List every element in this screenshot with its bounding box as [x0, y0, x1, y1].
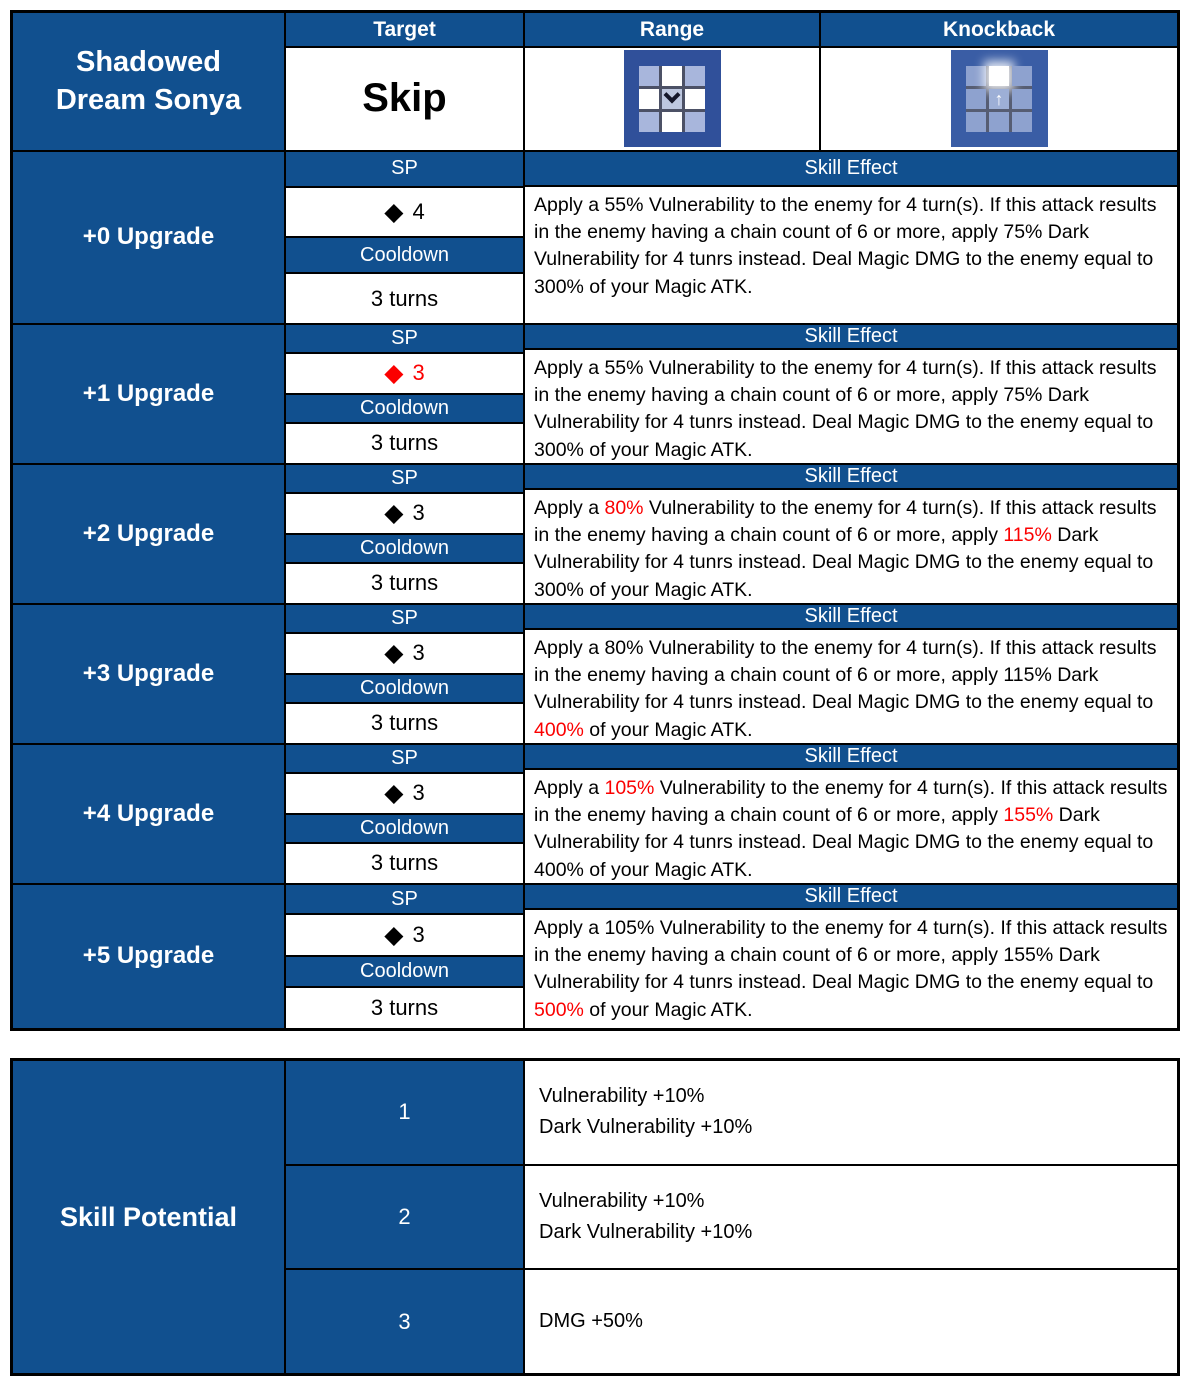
sp-diamond-icon: ◆	[384, 921, 404, 950]
range-grid-icon	[624, 50, 721, 147]
upgrade-row-5	[13, 885, 1177, 1028]
cooldown-header: Cooldown	[286, 675, 523, 704]
sp-value	[286, 915, 523, 957]
cooldown-value: 3 turns	[286, 564, 523, 603]
sp-diamond-icon: ◆	[384, 639, 404, 668]
skill-effect-column	[525, 152, 1177, 323]
skill-effect-header: Skill Effect	[525, 152, 1177, 187]
skill-effect-header: Skill Effect	[525, 465, 1177, 490]
sp-number: 3	[412, 640, 425, 666]
skill-potential-table	[10, 1058, 1180, 1376]
sp-header: SP	[286, 325, 523, 354]
grid-cell	[639, 89, 659, 109]
sp-header: SP	[286, 465, 523, 494]
grid-cell	[966, 112, 986, 132]
header-row	[13, 13, 1177, 152]
skill-table	[10, 10, 1180, 1031]
sp-cooldown-column	[286, 465, 525, 603]
sp-diamond-icon: ◆	[384, 359, 404, 388]
range-header: Range	[525, 13, 819, 48]
sp-number: 4	[412, 199, 425, 224]
knockback-header: Knockback	[821, 13, 1177, 48]
grid-cell	[662, 112, 682, 132]
target-value: Skip	[286, 48, 523, 150]
potential-effect-line: DMG +50%	[539, 1310, 643, 1333]
cooldown-value: 3 turns	[286, 424, 523, 463]
target-header: Target	[286, 13, 523, 48]
potential-effect	[525, 1166, 1177, 1269]
sp-diamond-icon: ◆	[384, 499, 404, 528]
upgrade-label: +0 Upgrade	[13, 152, 286, 323]
sp-cooldown-column	[286, 325, 525, 463]
knockback-column	[821, 13, 1177, 150]
grid-cell	[1012, 66, 1032, 86]
skill-effect-text: Apply a 105% Vulnerability to the enemy for 4 turn(s). If this attack results in the enemy having a chain count of 6 or more, apply 155% Dark Vulnerability for 4 tunrs instead. Deal Magic DMG to the enemy equal to 400% of your Magic ATK.	[534, 776, 1168, 881]
sp-value	[286, 774, 523, 815]
knockback-target-cell	[989, 66, 1009, 86]
potential-row-3	[286, 1270, 1177, 1373]
potential-row-2	[286, 1166, 1177, 1271]
upgrade-label: +2 Upgrade	[13, 465, 286, 603]
cooldown-header: Cooldown	[286, 238, 523, 274]
sp-value	[286, 494, 523, 535]
sp-header: SP	[286, 605, 523, 634]
skill-effect-column	[525, 465, 1177, 603]
upgrade-label: +1 Upgrade	[13, 325, 286, 463]
sp-cooldown-column	[286, 885, 525, 1028]
target-column	[286, 13, 525, 150]
potential-effect-line: Vulnerability +10%	[539, 1190, 705, 1212]
upgrade-row-4	[13, 745, 1177, 885]
sp-header: SP	[286, 745, 523, 774]
grid-cell	[1012, 89, 1032, 109]
upgrade-row-3	[13, 605, 1177, 745]
character-name-line1: Shadowed	[75, 46, 221, 79]
grid-cell	[966, 89, 986, 109]
up-arrow-icon: ↑	[989, 89, 1009, 109]
potential-effect	[525, 1061, 1177, 1164]
sp-diamond-icon: ◆	[384, 198, 404, 226]
upgrade-label: +4 Upgrade	[13, 745, 286, 883]
sp-header: SP	[286, 885, 523, 915]
skill-effect-column	[525, 325, 1177, 463]
upgrade-row-1	[13, 325, 1177, 465]
skill-effect-header: Skill Effect	[525, 325, 1177, 350]
sp-number: 3	[412, 780, 425, 806]
potential-effect	[525, 1270, 1177, 1373]
upgrade-row-0	[13, 152, 1177, 325]
grid-cell	[662, 66, 682, 86]
upgrade-row-2	[13, 465, 1177, 605]
potential-level: 1	[286, 1061, 525, 1164]
sp-cooldown-column	[286, 152, 525, 323]
grid-cell	[966, 66, 986, 86]
grid-cell	[685, 66, 705, 86]
character-name-line2: Dream Sonya	[55, 84, 242, 117]
range-cell	[525, 48, 819, 150]
skill-effect-text: Apply a 80% Vulnerability to the enemy for 4 turn(s). If this attack results in the enemy having a chain count of 6 or more, apply 115% Dark Vulnerability for 4 tunrs instead. Deal Magic DMG to the enemy equal to 300% of your Magic ATK.	[534, 496, 1157, 601]
upgrade-label: +5 Upgrade	[13, 885, 286, 1028]
potential-level: 2	[286, 1166, 525, 1269]
cooldown-header: Cooldown	[286, 957, 523, 987]
sp-value	[286, 188, 523, 238]
grid-cell	[989, 112, 1009, 132]
sp-number: 3	[412, 922, 425, 948]
skill-effect-text: Apply a 80% Vulnerability to the enemy for 4 turn(s). If this attack results in the enemy having a chain count of 6 or more, apply 115% Dark Vulnerability for 4 tunrs instead. Deal Magic DMG to the enemy equal to 400% of your Magic ATK.	[534, 636, 1157, 741]
skill-potential-label: Skill Potential	[13, 1061, 286, 1373]
skill-effect-column	[525, 745, 1177, 883]
knockback-grid-icon	[951, 50, 1048, 147]
grid-cell	[639, 66, 659, 86]
sp-cooldown-column	[286, 605, 525, 743]
sp-value	[286, 354, 523, 395]
sp-cooldown-column	[286, 745, 525, 883]
character-name	[13, 13, 286, 150]
sp-header: SP	[286, 152, 523, 188]
sp-number: 3	[412, 500, 425, 526]
cooldown-header: Cooldown	[286, 535, 523, 564]
chevron-down-icon	[662, 89, 682, 109]
cooldown-value: 3 turns	[286, 704, 523, 743]
skill-effect-text: Apply a 105% Vulnerability to the enemy for 4 turn(s). If this attack results in the enemy having a chain count of 6 or more, apply 155% Dark Vulnerability for 4 tunrs instead. Deal Magic DMG to the enemy equal to 500% of your Magic ATK.	[534, 916, 1168, 1021]
knockback-cell	[821, 48, 1177, 150]
sp-number: 3	[412, 360, 425, 386]
grid-cell	[685, 112, 705, 132]
skill-effect-column	[525, 605, 1177, 743]
sp-value	[286, 634, 523, 675]
potential-effect-line: Vulnerability +10%	[539, 1085, 705, 1108]
grid-cell	[1012, 112, 1032, 132]
upgrade-label: +3 Upgrade	[13, 605, 286, 743]
cooldown-header: Cooldown	[286, 395, 523, 424]
grid-cell	[639, 112, 659, 132]
skill-potential-rows	[286, 1061, 1177, 1373]
skill-effect-header: Skill Effect	[525, 745, 1177, 770]
skill-effect-column	[525, 885, 1177, 1028]
skill-effect-header: Skill Effect	[525, 885, 1177, 910]
potential-row-1	[286, 1061, 1177, 1166]
grid-cell	[685, 89, 705, 109]
cooldown-header: Cooldown	[286, 815, 523, 844]
potential-effect-line: Dark Vulnerability +10%	[539, 1116, 753, 1139]
skill-effect-text: Apply a 55% Vulnerability to the enemy for 4 turn(s). If this attack results in the enemy having a chain count of 6 or more, apply 75% Dark Vulnerability for 4 tunrs instead. Deal Magic DMG to the enemy equal to 300% of your Magic ATK.	[534, 356, 1157, 461]
skill-effect-text: Apply a 55% Vulnerability to the enemy for 4 turn(s). If this attack results in the enemy having a chain count of 6 or more, apply 75% Dark Vulnerability for 4 tunrs instead. Deal Magic DMG to the enemy equal to 300% of your Magic ATK.	[534, 193, 1157, 298]
skill-effect-header: Skill Effect	[525, 605, 1177, 630]
cooldown-value: 3 turns	[286, 988, 523, 1028]
range-column	[525, 13, 821, 150]
sp-diamond-icon: ◆	[384, 779, 404, 808]
cooldown-value: 3 turns	[286, 274, 523, 322]
potential-effect-line: Dark Vulnerability +10%	[539, 1221, 753, 1243]
potential-level: 3	[286, 1270, 525, 1373]
cooldown-value: 3 turns	[286, 844, 523, 883]
